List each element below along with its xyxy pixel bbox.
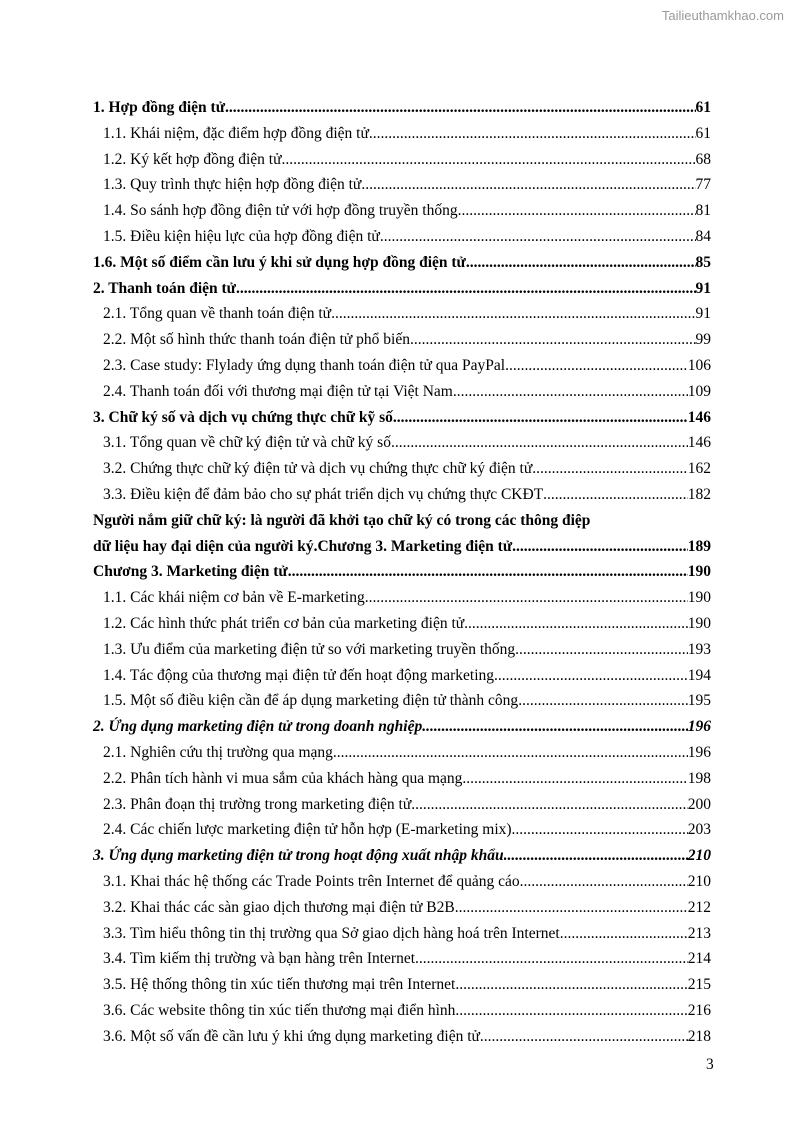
toc-heading-entry <box>93 276 711 302</box>
toc-entry-title: 3.3. Tìm hiểu thông tin thị trường qua Sở giao dịch hàng hoá trên Internet <box>103 924 560 942</box>
toc-entry-title: 3.6. Các website thông tin xúc tiến thương mại điển hình <box>103 1001 456 1019</box>
toc-entry-title: 3.5. Hệ thống thông tin xúc tiến thương mại trên Internet <box>103 976 456 994</box>
toc-entry-page: 85 <box>695 253 711 271</box>
toc-subentry <box>93 147 711 173</box>
toc-subentry <box>93 972 711 998</box>
toc-entry-title: 1.5. Một số điều kiện cần để áp dụng marketing điện tử thành công <box>103 692 519 710</box>
toc-entry-title: 2.1. Tổng quan về thanh toán điện tử <box>103 305 332 323</box>
toc-dot-leader <box>520 869 688 895</box>
toc-entry-title: 3. Chữ ký số và dịch vụ chứng thực chữ kỹ số <box>93 408 393 426</box>
toc-entry-title: 3.2. Chứng thực chữ ký điện tử và dịch vụ chứng thực chữ ký điện tử <box>103 460 533 478</box>
toc-dot-leader <box>281 147 695 173</box>
toc-paragraph-line2 <box>93 534 711 560</box>
page-number: 3 <box>706 1056 714 1073</box>
toc-dot-leader <box>518 688 688 714</box>
toc-heading-entry <box>93 95 711 121</box>
toc-subentry <box>93 198 711 224</box>
toc-dot-leader <box>369 121 696 147</box>
toc-entry-title: 1.4. Tác động của thương mại điện tử đến hoạt động marketing <box>103 666 495 684</box>
toc-entry-page: 91 <box>695 279 711 297</box>
toc-dot-leader <box>453 379 688 405</box>
toc-entry-page: 203 <box>687 821 711 839</box>
toc-subentry <box>93 224 711 250</box>
toc-entry-page: 213 <box>687 924 711 942</box>
toc-subentry <box>93 869 711 895</box>
toc-subentry <box>93 921 711 947</box>
toc-dot-leader <box>288 559 688 585</box>
toc-entry-title: 3.1. Khai thác hệ thống các Trade Points trên Internet để quảng cáo <box>103 872 520 890</box>
toc-section-a <box>93 95 711 508</box>
toc-entry-title: 1.5. Điều kiện hiệu lực của hợp đồng điện tử <box>103 227 380 245</box>
toc-entry-page: 195 <box>687 692 711 710</box>
toc-dot-leader <box>411 792 687 818</box>
toc-dot-leader <box>415 946 688 972</box>
toc-dot-leader <box>494 663 688 689</box>
toc-section-b <box>93 559 711 1049</box>
toc-entry-title: 1.3. Ưu điểm của marketing điện tử so với marketing truyền thống <box>103 640 516 658</box>
toc-entry-title: 3.1. Tổng quan về chữ ký điện tử và chữ ký số <box>103 434 391 452</box>
toc-dot-leader <box>455 972 687 998</box>
toc-heading-entry <box>93 714 711 740</box>
toc-paragraph-line2-text: dữ liệu hay đại diện của người ký.Chương 3. Marketing điện tử <box>93 537 513 555</box>
toc-subentry <box>93 688 711 714</box>
toc-entry-page: 218 <box>687 1027 711 1045</box>
toc-dot-leader <box>361 172 695 198</box>
toc-entry-title: 2. Thanh toán điện tử <box>93 279 236 297</box>
toc-entry-title: 2.4. Thanh toán đối với thương mại điện tử tại Việt Nam <box>103 382 453 400</box>
toc-entry-title: 1.3. Quy trình thực hiện hợp đồng điện tử <box>103 176 362 194</box>
toc-entry-title: 1. Hợp đồng điện tử <box>93 99 226 116</box>
toc-entry-page: 210 <box>687 872 711 890</box>
toc-entry-title: 3. Ứng dụng marketing điện tử trong hoạt động xuất nhập khẩu <box>93 847 504 865</box>
toc-dot-leader <box>380 224 696 250</box>
toc-subentry <box>93 998 711 1024</box>
toc-dot-leader <box>391 430 688 456</box>
toc-entry-title: Chương 3. Marketing điện tử <box>93 563 288 581</box>
toc-subentry <box>93 585 711 611</box>
toc-dot-leader <box>410 327 696 353</box>
watermark-text: Tailieuthamkhao.com <box>661 8 784 23</box>
toc-subentry <box>93 611 711 637</box>
toc-subentry <box>93 121 711 147</box>
toc-entry-page: 106 <box>687 356 711 374</box>
toc-subentry <box>93 637 711 663</box>
toc-dot-leader <box>393 405 688 431</box>
toc-entry-title: 2. Ứng dụng marketing điện tử trong doanh nghiệp <box>93 718 423 736</box>
toc-entry-page: 77 <box>695 176 711 194</box>
toc-dot-leader <box>532 456 688 482</box>
toc-entry-title: 3.6. Một số vấn đề cần lưu ý khi ứng dụng marketing điện tử <box>103 1027 480 1045</box>
toc-entry-title: 2.1. Nghiên cứu thị trường qua mạng <box>103 743 333 761</box>
toc-entry-page: 68 <box>695 150 711 168</box>
toc-subentry <box>93 766 711 792</box>
toc-paragraph-line1: Người nắm giữ chữ ký: là người đã khởi tạo chữ ký có trong các thông điệp <box>93 511 591 529</box>
toc-entry-page: 214 <box>687 950 711 968</box>
toc-entry-page: 146 <box>687 408 711 426</box>
toc-entry-title: 3.4. Tìm kiếm thị trường và bạn hàng trên Internet <box>103 950 416 968</box>
toc-subentry <box>93 740 711 766</box>
toc-entry-page: 84 <box>695 227 711 245</box>
toc-entry-title: 2.2. Phân tích hành vi mua sắm của khách hàng qua mạng <box>103 769 463 787</box>
toc-entry-page: 91 <box>695 305 711 323</box>
toc-entry-page: 198 <box>687 769 711 787</box>
toc-heading-entry <box>93 250 711 276</box>
toc-dot-leader <box>455 998 687 1024</box>
toc-subentry <box>93 482 711 508</box>
toc-entry-page: 196 <box>687 718 711 736</box>
toc-subentry <box>93 327 711 353</box>
toc-dot-leader <box>512 817 688 843</box>
toc-subentry <box>93 792 711 818</box>
toc-dot-leader <box>422 714 688 740</box>
toc-entry-page: 196 <box>687 743 711 761</box>
toc-entry-page: 109 <box>687 382 711 400</box>
toc-subentry <box>93 1024 711 1050</box>
toc-entry-title: 1.1. Khái niệm, đặc điểm hợp đồng điện tử <box>103 124 369 142</box>
toc-dot-leader <box>512 534 688 560</box>
toc-entry-title: 1.2. Ký kết hợp đồng điện tử <box>103 150 282 168</box>
toc-entry-page: 210 <box>687 847 711 865</box>
toc-dot-leader <box>236 276 696 302</box>
toc-dot-leader <box>462 766 687 792</box>
toc-entry-title: 2.4. Các chiến lược marketing điện tử hỗn hợp (E-marketing mix) <box>103 821 512 839</box>
toc-entry-title: 2.3. Case study: Flylady ứng dụng thanh toán điện tử qua PayPal <box>103 356 506 374</box>
toc-entry-title: 3.2. Khai thác các sàn giao dịch thương mại điện tử B2B <box>103 898 455 916</box>
toc-entry-page: 61 <box>695 124 711 142</box>
toc-subentry <box>93 301 711 327</box>
toc-entry-page: 61 <box>695 99 711 116</box>
toc-entry-page: 200 <box>687 795 711 813</box>
toc-dot-leader <box>543 482 688 508</box>
toc-entry-page: 146 <box>687 434 711 452</box>
toc-entry-page: 190 <box>687 614 711 632</box>
toc-entry-page: 99 <box>695 331 711 349</box>
toc-heading-entry <box>93 843 711 869</box>
toc-entry-page: 190 <box>687 563 711 581</box>
toc-entry-page: 194 <box>687 666 711 684</box>
toc-dot-leader <box>480 1024 688 1050</box>
toc-entry-page: 190 <box>687 589 711 607</box>
toc-dot-leader <box>455 895 688 921</box>
toc-subentry <box>93 379 711 405</box>
toc-entry-title: 3.3. Điều kiện để đảm bảo cho sự phát triển dịch vụ chứng thực CKĐT <box>103 485 544 503</box>
toc-dot-leader <box>560 921 688 947</box>
toc-subentry <box>93 946 711 972</box>
table-of-contents <box>93 95 711 1049</box>
toc-subentry <box>93 172 711 198</box>
toc-entry-title: 2.3. Phân đoạn thị trường trong marketing điện tử <box>103 795 412 813</box>
toc-entry-page: 193 <box>687 640 711 658</box>
toc-entry-page: 182 <box>687 485 711 503</box>
toc-entry-title: 1.4. So sánh hợp đồng điện tử với hợp đồng truyền thống <box>103 202 458 220</box>
toc-paragraph-page: 189 <box>687 537 711 555</box>
toc-dot-leader <box>458 198 696 224</box>
toc-subentry <box>93 456 711 482</box>
toc-entry-page: 162 <box>687 460 711 478</box>
toc-dot-leader <box>225 95 695 121</box>
toc-subentry <box>93 663 711 689</box>
toc-dot-leader <box>504 843 688 869</box>
toc-subentry <box>93 353 711 379</box>
toc-paragraph <box>93 508 711 560</box>
toc-subentry <box>93 430 711 456</box>
toc-dot-leader <box>515 637 688 663</box>
toc-entry-title: 1.2. Các hình thức phát triển cơ bản của marketing điện tử <box>103 614 465 632</box>
toc-entry-page: 216 <box>687 1001 711 1019</box>
toc-entry-page: 81 <box>695 202 711 220</box>
toc-entry-page: 215 <box>687 976 711 994</box>
toc-heading-entry <box>93 559 711 585</box>
toc-dot-leader <box>505 353 688 379</box>
toc-dot-leader <box>331 301 695 327</box>
toc-entry-page: 212 <box>687 898 711 916</box>
toc-dot-leader <box>464 611 688 637</box>
toc-entry-title: 1.1. Các khái niệm cơ bản về E-marketing <box>103 589 365 607</box>
toc-subentry <box>93 895 711 921</box>
toc-heading-entry <box>93 405 711 431</box>
toc-entry-title: 2.2. Một số hình thức thanh toán điện tử phổ biến <box>103 331 410 349</box>
toc-dot-leader <box>365 585 688 611</box>
toc-subentry <box>93 817 711 843</box>
toc-dot-leader <box>466 250 696 276</box>
toc-dot-leader <box>333 740 688 766</box>
toc-entry-title: 1.6. Một số điểm cần lưu ý khi sử dụng hợp đồng điện tử <box>93 253 466 271</box>
